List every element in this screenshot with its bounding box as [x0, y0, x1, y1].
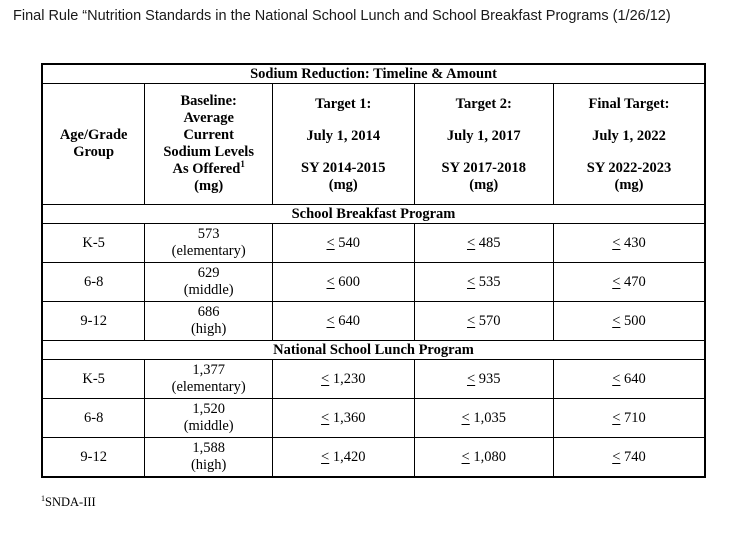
less-or-equal-symbol: < [326, 273, 335, 290]
section-title: National School Lunch Program [42, 341, 705, 360]
less-or-equal-symbol: < [461, 448, 470, 465]
cell-final-target: < 470 [554, 263, 705, 302]
less-or-equal-symbol: < [321, 370, 330, 387]
cell-baseline: 629 (middle) [145, 263, 273, 302]
section-header-row [42, 341, 705, 360]
less-or-equal-symbol: < [466, 370, 476, 387]
less-or-equal-symbol: < [612, 370, 621, 387]
less-or-equal-symbol: < [466, 273, 476, 290]
cell-target-1: < 640 [273, 302, 414, 341]
table-row [42, 360, 705, 399]
less-or-equal-symbol: < [321, 448, 330, 465]
less-or-equal-symbol: < [326, 312, 335, 329]
cell-baseline: 686 (high) [145, 302, 273, 341]
less-or-equal-symbol: < [612, 273, 621, 290]
sodium-reduction-table [41, 63, 706, 478]
cell-group: K-5 [42, 224, 145, 263]
cell-group: 9-12 [42, 302, 145, 341]
cell-group: 6-8 [42, 263, 145, 302]
cell-target-2: < 1,080 [414, 438, 554, 478]
cell-final-target: < 640 [554, 360, 705, 399]
less-or-equal-symbol: < [326, 234, 335, 251]
less-or-equal-symbol: < [612, 312, 621, 329]
header-target-2: Target 2: July 1, 2017 SY 2017-2018 (mg) [414, 84, 554, 205]
cell-target-1: < 540 [273, 224, 414, 263]
less-or-equal-symbol: < [466, 234, 476, 251]
cell-target-2: < 570 [414, 302, 554, 341]
cell-final-target: < 710 [554, 399, 705, 438]
table-body [42, 205, 705, 478]
header-target-1: Target 1: July 1, 2014 SY 2014-2015 (mg) [273, 84, 414, 205]
cell-target-2: < 935 [414, 360, 554, 399]
table-row [42, 438, 705, 478]
cell-baseline: 1,520 (middle) [145, 399, 273, 438]
cell-target-2: < 485 [414, 224, 554, 263]
section-header-row [42, 205, 705, 224]
header-baseline: Baseline: Average Current Sodium Levels As Offered$^1$ (mg) [145, 84, 273, 205]
footnote-marker: 1 [240, 159, 245, 169]
less-or-equal-symbol: < [461, 409, 470, 426]
table-caption: Sodium Reduction: Timeline & Amount [42, 64, 705, 84]
footnote: $^1$SNDA-III [41, 494, 96, 509]
cell-baseline: 1,377 (elementary) [145, 360, 273, 399]
cell-final-target: < 740 [554, 438, 705, 478]
document-title: Final Rule “Nutrition Standards in the National School Lunch and School Breakfast Programs (1/26/12) [13, 8, 671, 24]
table-row [42, 399, 705, 438]
cell-target-1: < 1,420 [273, 438, 414, 478]
cell-group: 6-8 [42, 399, 145, 438]
less-or-equal-symbol: < [612, 448, 621, 465]
table-row [42, 224, 705, 263]
cell-target-2: < 1,035 [414, 399, 554, 438]
cell-target-1: < 1,360 [273, 399, 414, 438]
header-final-target: Final Target: July 1, 2022 SY 2022-2023 (mg) [554, 84, 705, 205]
cell-final-target: < 500 [554, 302, 705, 341]
table-row [42, 263, 705, 302]
cell-group: 9-12 [42, 438, 145, 478]
cell-target-1: < 600 [273, 263, 414, 302]
less-or-equal-symbol: < [466, 312, 476, 329]
cell-baseline: 1,588 (high) [145, 438, 273, 478]
section-title: School Breakfast Program [42, 205, 705, 224]
cell-baseline: 573 (elementary) [145, 224, 273, 263]
less-or-equal-symbol: < [321, 409, 330, 426]
cell-final-target: < 430 [554, 224, 705, 263]
table-row [42, 302, 705, 341]
less-or-equal-symbol: < [612, 409, 621, 426]
cell-target-2: < 535 [414, 263, 554, 302]
header-age-grade-group: Age/Grade Group [42, 84, 145, 205]
cell-target-1: < 1,230 [273, 360, 414, 399]
cell-group: K-5 [42, 360, 145, 399]
less-or-equal-symbol: < [612, 234, 621, 251]
